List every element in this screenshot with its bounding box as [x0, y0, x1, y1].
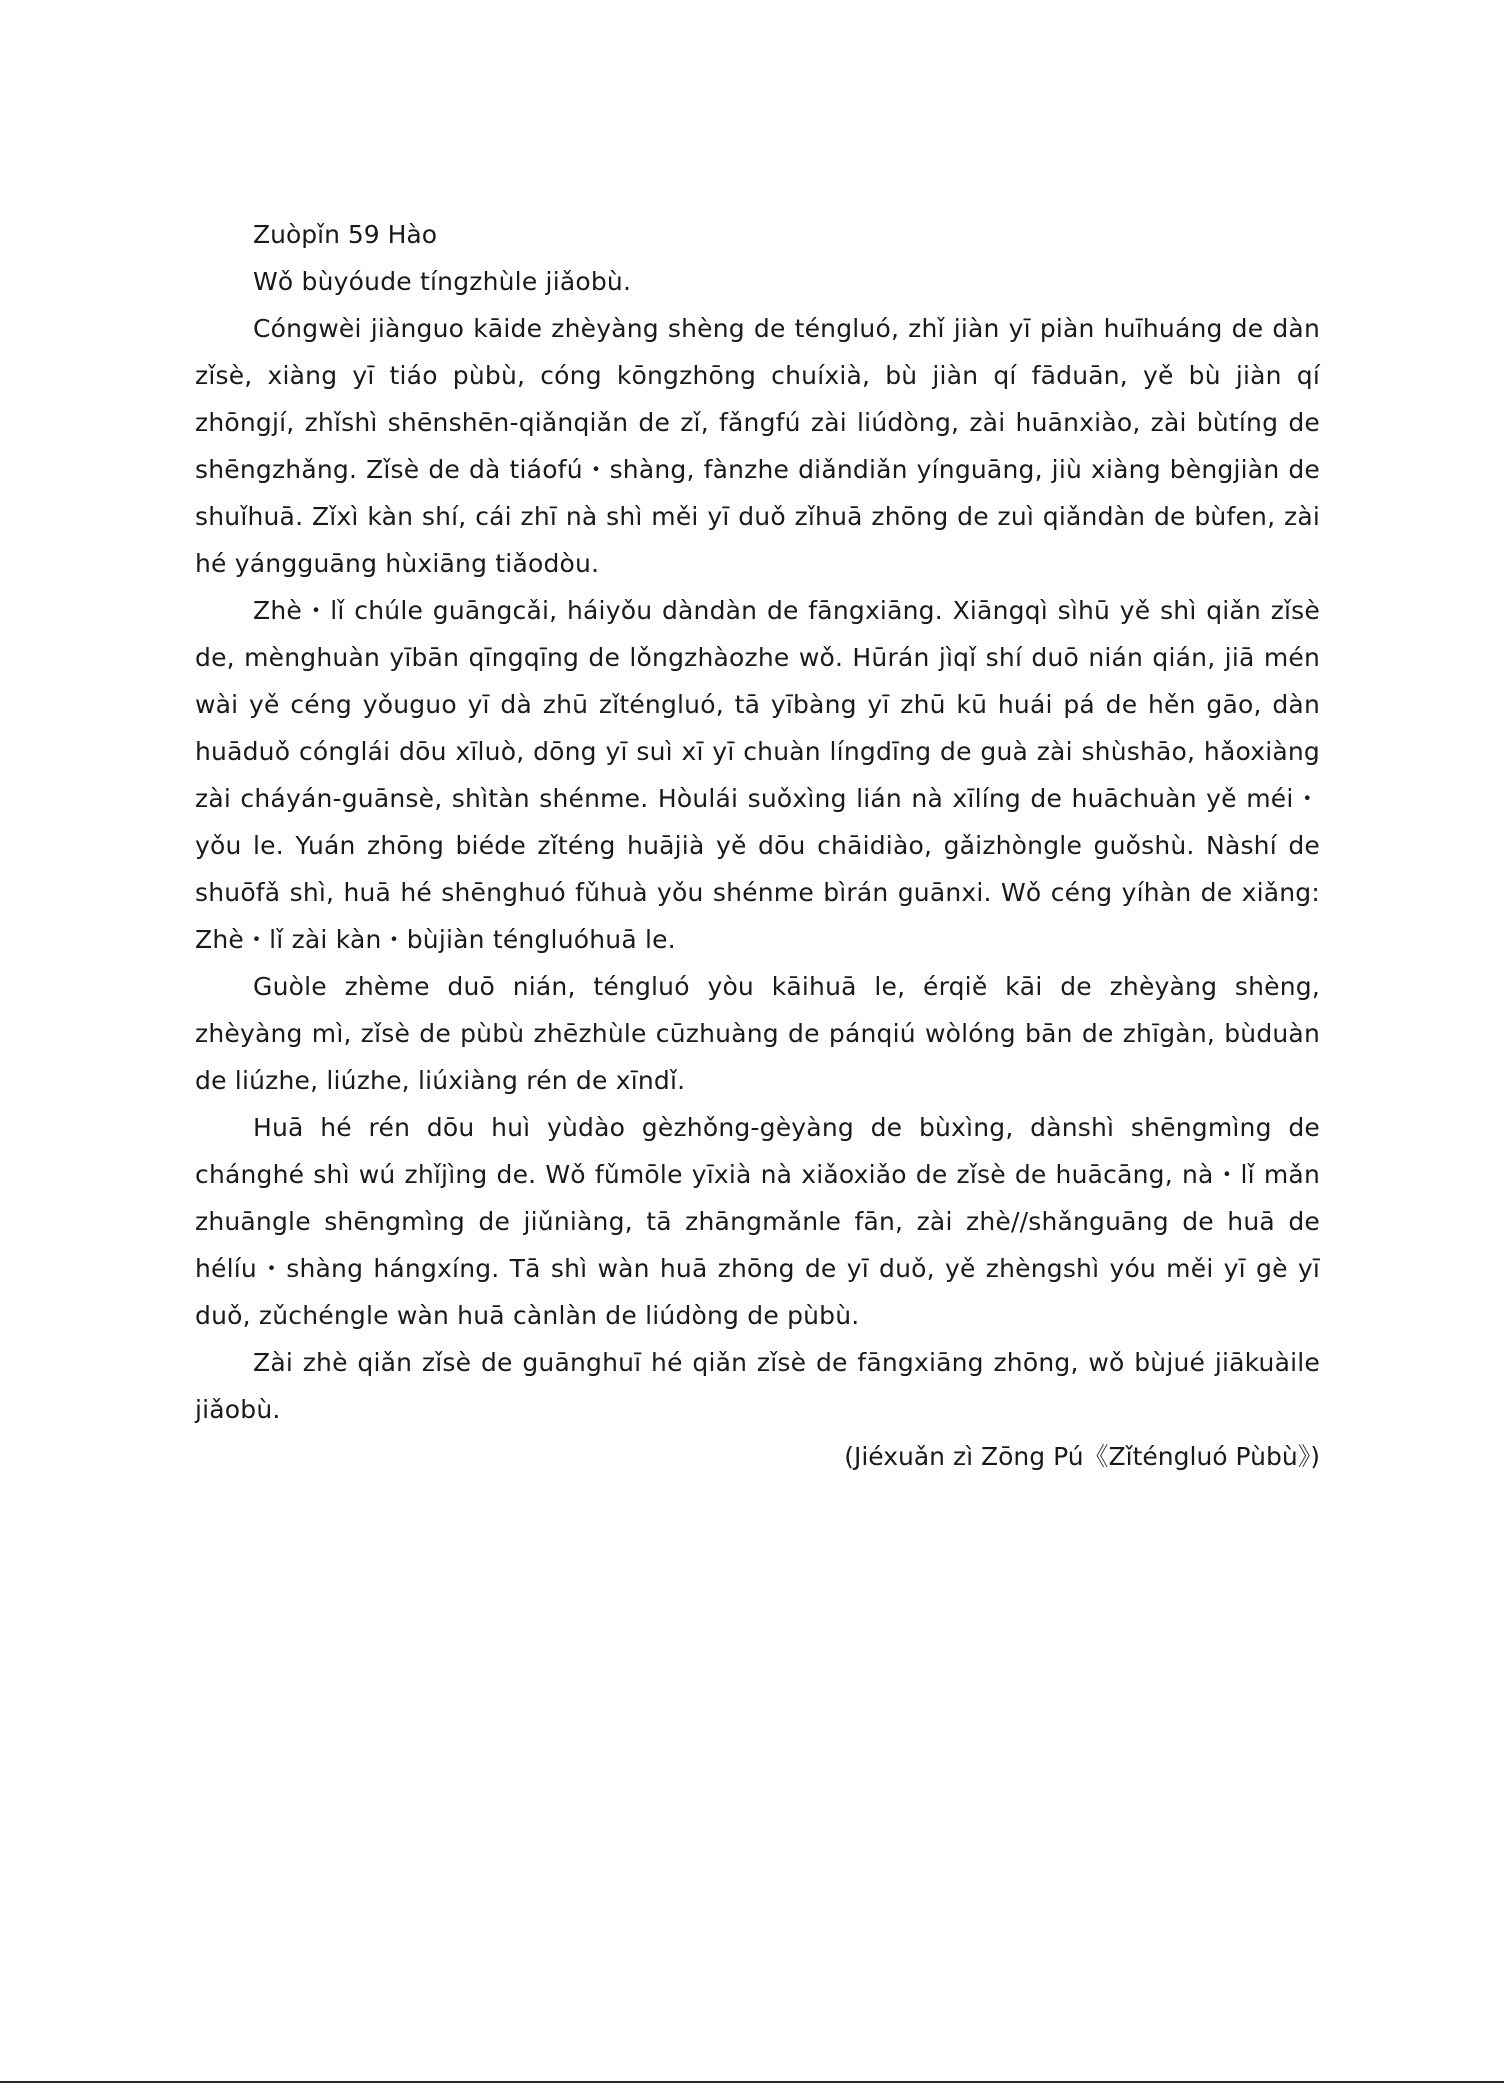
- work-title: Zuòpǐn 59 Hào: [253, 220, 438, 249]
- paragraph-5: Huā hé rén dōu huì yùdào gèzhǒng-gèyàng de bùxìng, dànshì shēngmìng de chánghé shì wú zhǐjìng de. Wǒ fǔmōle yīxià nà xiǎoxiǎo de zǐsè de huācāng, nà・lǐ mǎn zhuāngle shēngmìng de jiǔniàng, tā zhāngmǎnle fān, zài zhè//shǎnguāng de huā de hélíu・shàng hángxíng. Tā shì wàn huā zhōng de yī duǒ, yě zhèngshì yóu měi yī gè yī duǒ, zǔchéngle wàn huā cànlàn de liúdòng de pùbù.: [195, 1113, 1320, 1330]
- paragraph-6: Zài zhè qiǎn zǐsè de guānghuī hé qiǎn zǐsè de fāngxiāng zhōng, wǒ bùjué jiākuàile jiǎobù.: [195, 1348, 1320, 1424]
- paragraph-2: Cóngwèi jiànguo kāide zhèyàng shèng de téngluó, zhǐ jiàn yī piàn huīhuáng de dàn zǐsè, xiàng yī tiáo pùbù, cóng kōngzhōng chuíxià, bù jiàn qí fāduān, yě bù jiàn qí zhōngjí, zhǐshì shēnshēn-qiǎnqiǎn de zǐ, fǎngfú zài liúdòng, zài huānxiào, zài bùtíng de shēngzhǎng. Zǐsè de dà tiáofú・shàng, fànzhe diǎndiǎn yínguāng, jiù xiàng bèngjiàn de shuǐhuā. Zǐxì kàn shí, cái zhī nà shì měi yī duǒ zǐhuā zhōng de zuì qiǎndàn de bùfen, zài hé yángguāng hùxiāng tiǎodòu.: [195, 314, 1320, 578]
- source-citation: (Jiéxuǎn zì Zōng Pú《Zǐténgluó Pùbù》): [844, 1442, 1320, 1471]
- paragraph-3: Zhè・lǐ chúle guāngcǎi, háiyǒu dàndàn de fāngxiāng. Xiāngqì sìhū yě shì qiǎn zǐsè de, mènghuàn yībān qīngqīng de lǒngzhàozhe wǒ. Hūrán jìqǐ shí duō nián qián, jiā mén wài yě céng yǒuguo yī dà zhū zǐténgluó, tā yībàng yī zhū kū huái pá de hěn gāo, dàn huāduǒ cónglái dōu xīluò, dōng yī suì xī yī chuàn língdīng de guà zài shùshāo, hǎoxiàng zài cháyán-guānsè, shìtàn shénme. Hòulái suǒxìng lián nà xīlíng de huāchuàn yě méi・yǒu le. Yuán zhōng biéde zǐténg huājià yě dōu chāidiào, gǎizhòngle guǒshù. Nàshí de shuōfǎ shì, huā hé shēnghuó fǔhuà yǒu shénme bìrán guānxi. Wǒ céng yíhàn de xiǎng: Zhè・lǐ zài kàn・bùjiàn téngluóhuā le.: [195, 596, 1320, 954]
- paragraph-1: Wǒ bùyóude tíngzhùle jiǎobù.: [253, 267, 632, 296]
- paragraph-4: Guòle zhème duō nián, téngluó yòu kāihuā le, érqiě kāi de zhèyàng shèng, zhèyàng mì, zǐsè de pùbù zhēzhùle cūzhuàng de pánqiú wòlóng bān de zhīgàn, bùduàn de liúzhe, liúzhe, liúxiàng rén de xīndǐ.: [195, 972, 1320, 1095]
- document-body: [195, 211, 1320, 1480]
- page-bottom-border: [0, 2081, 1504, 2083]
